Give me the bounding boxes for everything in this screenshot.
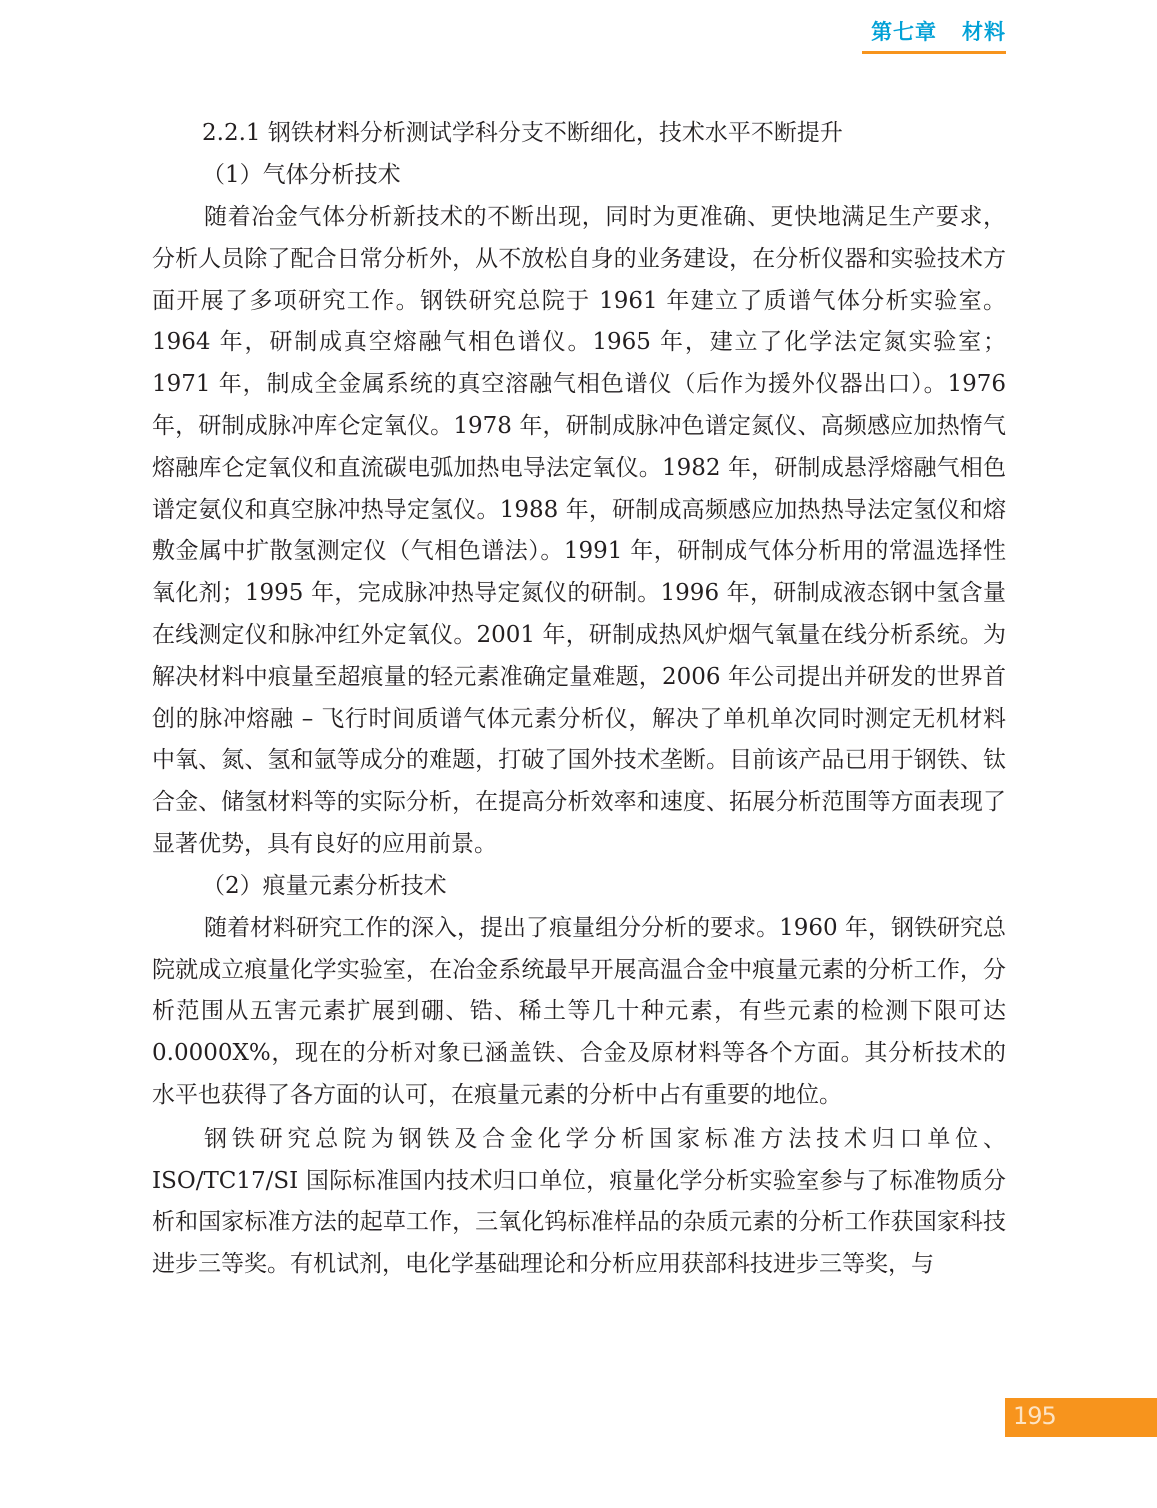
running-header <box>862 16 1006 54</box>
header-rule <box>862 51 1006 54</box>
paragraph-gas-analysis: 随着冶金气体分析新技术的不断出现，同时为更准确、更快地满足生产要求，分析人员除了配合日常分析外，从不放松自身的业务建设，在分析仪器和实验技术方面开展了多项研究工作。钢铁研究总院于 1961 年建立了质谱气体分析实验室。1964 年，研制成真空熔融气相色谱仪。1965 年，建立了化学法定氮实验室；1971 年，制成全金属系统的真空溶融气相色谱仪（后作为援外仪器出口）。1976 年，研制成脉冲库仑定氧仪。1978 年，研制成脉冲色谱定氮仪、高频感应加热惰气熔融库仑定氧仪和直流碳电弧加热电导法定氧仪。1982 年，研制成悬浮熔融气相色谱定氨仪和真空脉冲热导定氢仪。1988 年，研制成高频感应加热热导法定氢仪和熔敷金属中扩散氢测定仪（气相色谱法）。1991 年，研制成气体分析用的常温选择性氧化剂；1995 年，完成脉冲热导定氮仪的研制。1996 年，研制成液态钢中氢含量在线测定仪和脉冲红外定氧仪。2001 年，研制成热风炉烟气氧量在线分析系统。为解决材料中痕量至超痕量的轻元素准确定量难题，2006 年公司提出并研发的世界首创的脉冲熔融 – 飞行时间质谱气体元素分析仪，解决了单机单次同时测定无机材料中氧、氮、氢和氩等成分的难题，打破了国外技术垄断。目前该产品已用于钢铁、钛合金、储氢材料等的实际分析，在提高分析效率和速度、拓展分析范围等方面表现了显著优势，具有良好的应用前景。 <box>152 204 1006 857</box>
paragraph-trace-analysis: 随着材料研究工作的深入，提出了痕量组分分析的要求。1960 年，钢铁研究总院就成立痕量化学实验室，在冶金系统最早开展高温合金中痕量元素的分析工作，分析范围从五害元素扩展到硼、锆、稀土等几十种元素，有些元素的检测下限可达 0.0000X%，现在的分析对象已涵盖铁、合金及原材料等各个方面。其分析技术的水平也获得了各方面的认可，在痕量元素的分析中占有重要的地位。 <box>152 914 1006 1108</box>
page-body <box>152 113 1006 1286</box>
page-number: 195 <box>1013 1402 1056 1430</box>
chapter-title: 第七章 材料 <box>871 20 1006 44</box>
section-heading: 2.2.1 钢铁材料分析测试学科分支不断细化，技术水平不断提升 <box>202 120 843 146</box>
page-number-tab <box>1005 1398 1157 1437</box>
subsection-heading-trace-analysis: （2）痕量元素分析技术 <box>202 872 447 899</box>
subsection-heading-gas-analysis: （1）气体分析技术 <box>202 162 401 188</box>
paragraph-standards: 钢铁研究总院为钢铁及合金化学分析国家标准方法技术归口单位、ISO/TC17/SI 国际标准国内技术归口单位，痕量化学分析实验室参与了标准物质分析和国家标准方法的起草工作，三氧化钨标准样品的杂质元素的分析工作获国家科技进步三等奖。有机试剂，电化学基础理论和分析应用获部科技进步三等奖，与 <box>152 1125 1006 1278</box>
